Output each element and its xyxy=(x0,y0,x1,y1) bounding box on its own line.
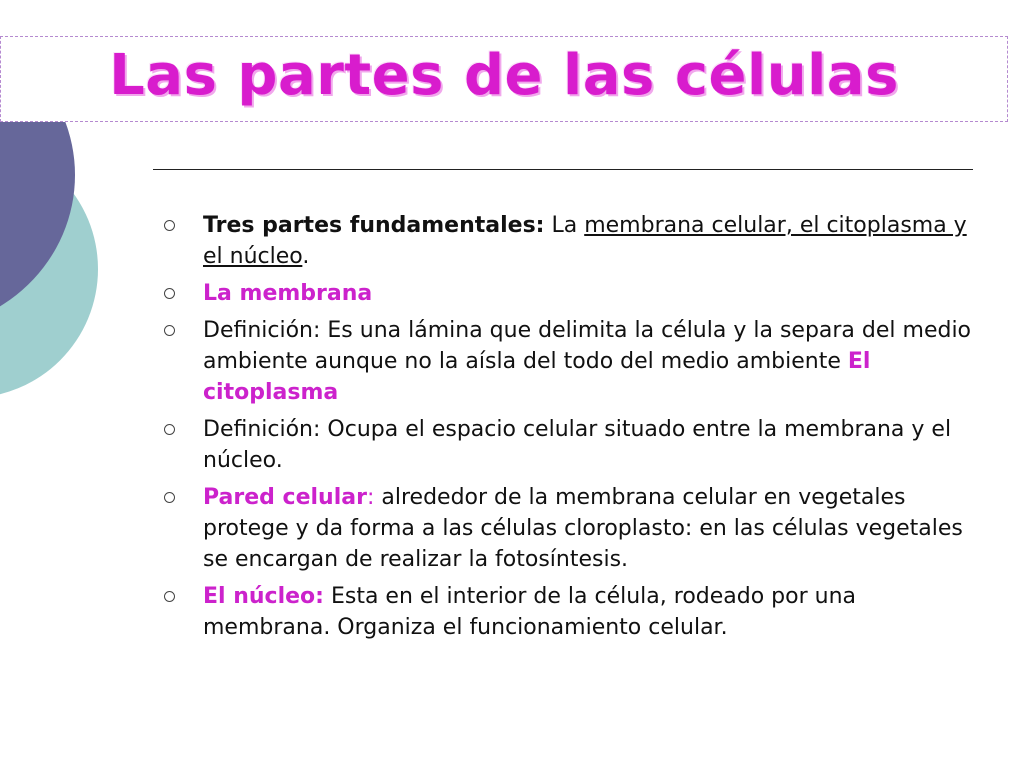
list-item xyxy=(164,414,974,476)
list-item xyxy=(164,315,974,408)
title-banner xyxy=(0,36,1008,122)
item-text: alrededor de la membrana celular en vegetales protege y da forma a las células cloroplasto: en las células vegetales se encargan de realizar la fotosíntesis. xyxy=(203,485,963,572)
item-text: Definición: Es una lámina que delimita la célula y la separa del medio ambiente aunque no la aísla del todo del medio ambiente xyxy=(203,318,972,374)
item-label: Tres partes fundamentales: xyxy=(203,213,545,238)
list-item xyxy=(164,482,974,575)
item-trail: . xyxy=(302,244,310,269)
bullet-icon xyxy=(164,424,175,435)
bullet-icon xyxy=(164,220,175,231)
bullet-icon xyxy=(164,492,175,503)
item-heading: La membrana xyxy=(203,281,373,306)
item-underlined-text: membrana celular, el citoplasma y el núcleo xyxy=(203,213,967,269)
item-text: La xyxy=(544,213,585,238)
bullet-list xyxy=(164,210,974,649)
bullet-icon xyxy=(164,288,175,299)
item-heading: Pared celular xyxy=(203,485,367,510)
bullet-icon xyxy=(164,325,175,336)
title-divider xyxy=(153,169,973,170)
item-heading: El núcleo: xyxy=(203,584,324,609)
list-item xyxy=(164,581,974,643)
item-heading: El citoplasma xyxy=(203,349,871,405)
list-item xyxy=(164,278,974,309)
slide-title: Las partes de las células xyxy=(109,43,899,108)
item-text: Esta en el interior de la célula, rodeado por una membrana. Organiza el funcionamiento celular. xyxy=(203,584,857,640)
bullet-icon xyxy=(164,591,175,602)
item-separator: : xyxy=(366,485,375,510)
list-item xyxy=(164,210,974,272)
item-text: Definición: Ocupa el espacio celular situado entre la membrana y el núcleo. xyxy=(203,417,952,473)
